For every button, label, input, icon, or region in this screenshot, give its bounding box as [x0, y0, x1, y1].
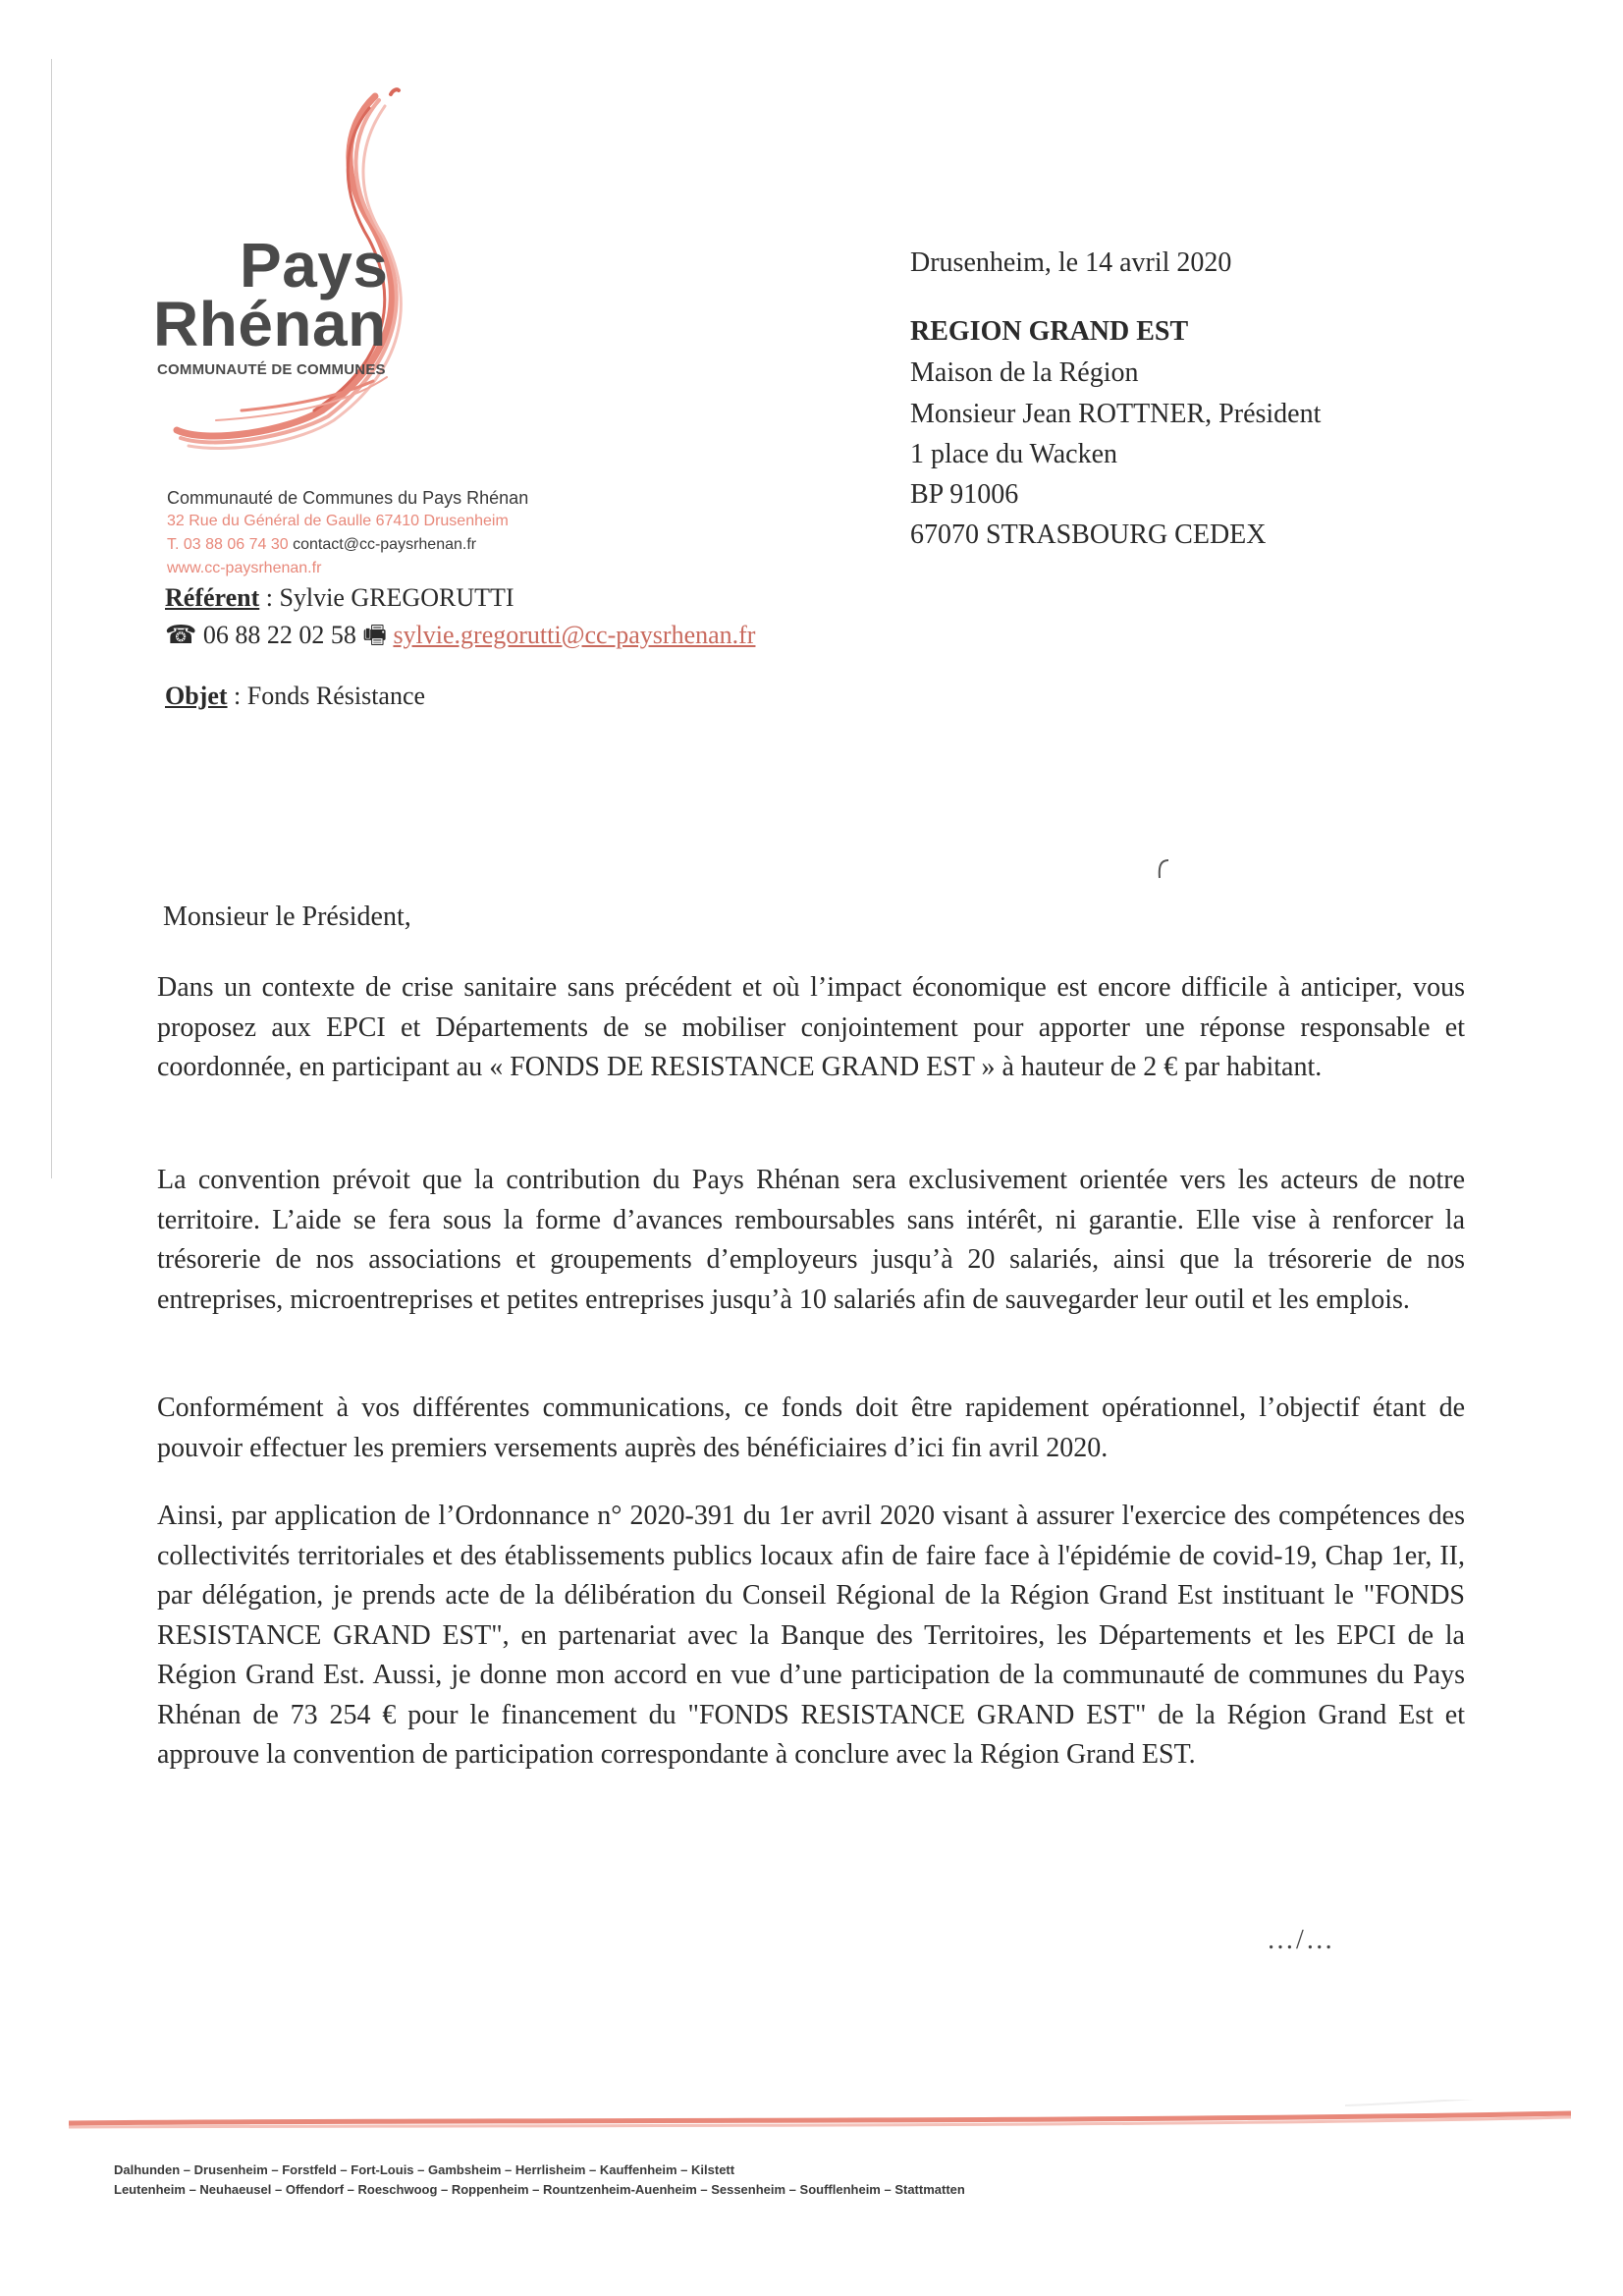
footer-communes-line: Dalhunden – Drusenheim – Forstfeld – Fort-Louis – Gambsheim – Herrlisheim – Kauffenheim – Kilstett	[114, 2162, 735, 2177]
logo-text-pays: Pays	[240, 230, 389, 301]
recipient-organisation: REGION GRAND EST	[910, 316, 1189, 347]
sender-phone: T. 03 88 06 74 30	[167, 536, 289, 553]
objet-line	[165, 682, 425, 711]
body-paragraph: Conformément à vos différentes communications, ce fonds doit être rapidement opérationnel, l’objectif étant de pouvoir effectuer les premiers versements auprès des bénéficiaires d’ici fin avril 2020.	[157, 1393, 1465, 1463]
date-line: Drusenheim, le 14 avril 2020	[910, 247, 1232, 278]
salutation: Monsieur le Président,	[163, 902, 411, 932]
referent-name: : Sylvie GREGORUTTI	[265, 583, 514, 612]
footer-swoosh	[69, 2100, 1571, 2139]
phone-icon: ☎	[165, 621, 197, 649]
logo-subtitle: COMMUNAUTÉ DE COMMUNES	[157, 361, 386, 378]
body-paragraph: Dans un contexte de crise sanitaire sans précédent et où l’impact économique est encore difficile à anticiper, vous proposez aux EPCI et Départements de se mobiliser conjointement pour apporter une réponse responsable et coordonnée, en participant au « FONDS DE RESISTANCE GRAND EST » à hauteur de 2 € par habitant.	[157, 972, 1465, 1082]
referent-line	[165, 583, 514, 613]
scan-margin-line	[51, 59, 52, 1178]
recipient-line: 67070 STRASBOURG CEDEX	[910, 519, 1267, 550]
sender-website[interactable]: www.cc-paysrhenan.fr	[167, 560, 322, 576]
recipient-line: 1 place du Wacken	[910, 439, 1118, 469]
mail-icon: 🖷	[362, 621, 387, 649]
continuation-mark: …/…	[1267, 1925, 1335, 1955]
body-paragraph: Ainsi, par application de l’Ordonnance n° 2020-391 du 1er avril 2020 visant à assurer l'exercice des compétences des collectivités territoriales et des établissements publics locaux afin de faire face à l'épidémie de covid-19, Chap 1er, II, par délégation, je prends acte de la délibération du Conseil Régional de la Région Grand Est instituant le "FONDS RESISTANCE GRAND EST", en partenariat avec la Banque des Territoires, les Départements et les EPCI de la Région Grand Est. Aussi, je donne mon accord en vue d’une participation de la communauté de communes du Pays Rhénan de 73 254 € pour le financement du "FONDS RESISTANCE GRAND EST" de la Région Grand Est et approuve la convention de participation correspondante à conclure avec la Région Grand EST.	[157, 1501, 1465, 1770]
logo-text-rhenan: Rhénan	[153, 289, 387, 359]
referent-label: Référent	[165, 583, 260, 612]
sender-email[interactable]: contact@cc-paysrhenan.fr	[293, 536, 477, 553]
sender-name: Communauté de Communes du Pays Rhénan	[167, 488, 529, 508]
sender-address: 32 Rue du Général de Gaulle 67410 Drusenheim	[167, 513, 509, 529]
footer-communes-line: Leutenheim – Neuhaeusel – Offendorf – Roeschwoog – Roppenheim – Rountzenheim-Auenheim – Sessenheim – Soufflenheim – Stattmatten	[114, 2182, 965, 2197]
referent-phone: 06 88 22 02 58	[202, 621, 356, 649]
referent-email[interactable]: sylvie.gregorutti@cc-paysrhenan.fr	[393, 621, 756, 649]
recipient-line: Maison de la Région	[910, 357, 1139, 388]
referent-contact-line	[165, 617, 755, 660]
objet-label: Objet	[165, 682, 228, 710]
recipient-line: BP 91006	[910, 479, 1019, 510]
sender-contact-line	[167, 533, 476, 557]
objet-text: : Fonds Résistance	[234, 682, 426, 710]
body-paragraph: La convention prévoit que la contribution du Pays Rhénan sera exclusivement orientée vers les acteurs de notre territoire. L’aide se fera sous la forme d’avances remboursables sans intérêt, ni garantie. Elle vise à renforcer la trésorerie de nos associations et groupements d’employeurs jusqu’à 20 salariés, ainsi que la trésorerie de nos entreprises, microentreprises et petites entreprises jusqu’à 10 salariés afin de sauvegarder leur outil et les emplois.	[157, 1165, 1465, 1315]
recipient-line: Monsieur Jean ROTTNER, Président	[910, 399, 1322, 429]
pen-mark	[1155, 856, 1174, 882]
